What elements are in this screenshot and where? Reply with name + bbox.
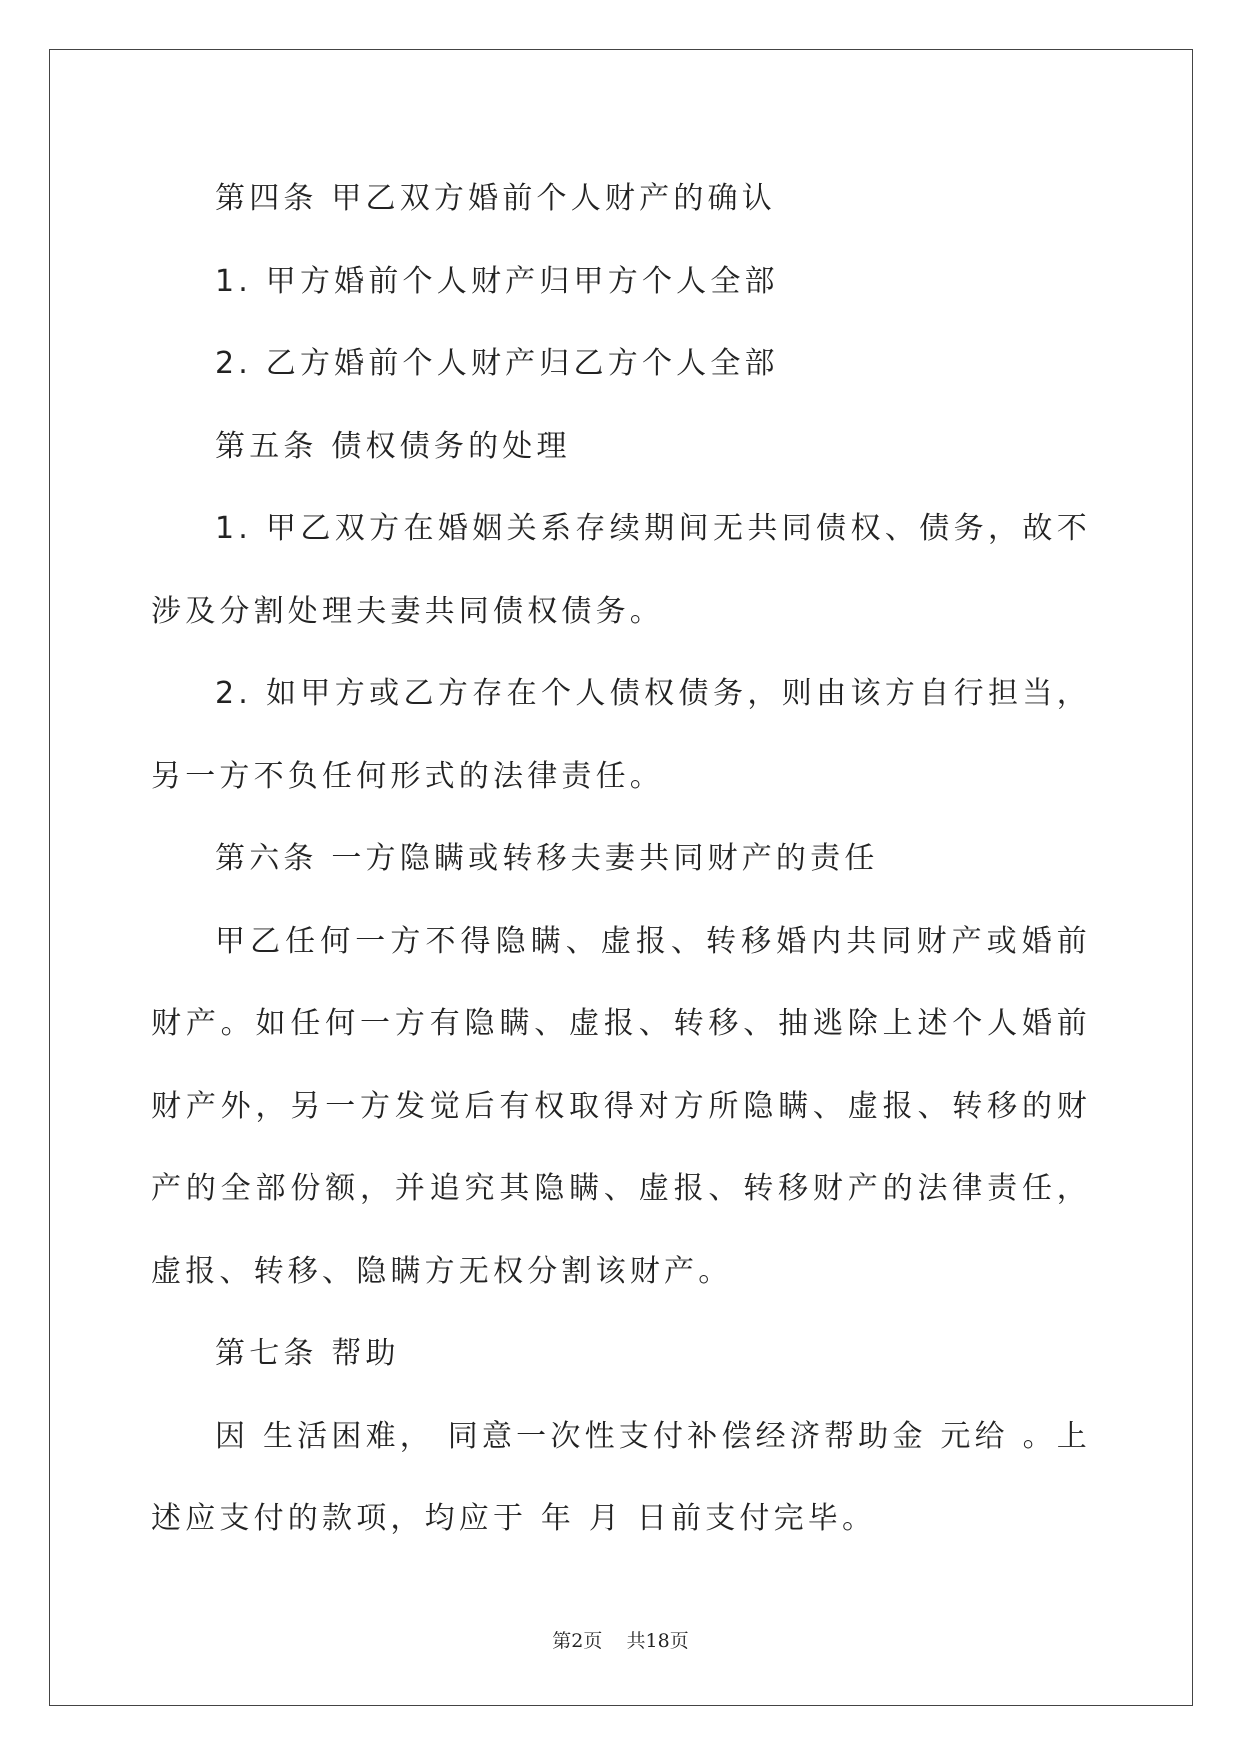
- article-5-item-2: 2. 如甲方或乙方存在个人债权债务，则由该方自行担当，另一方不负任何形式的法律责任。: [151, 676, 1091, 794]
- page-footer: [0, 1626, 1241, 1653]
- article-4-item-1: 1. 甲方婚前个人财产归甲方个人全部: [215, 263, 779, 299]
- page-total: 共18页: [626, 1630, 689, 1652]
- article-7-body: 因 生活困难， 同意一次性支付补偿经济帮助金 元给 。上述应支付的款项，均应于 年 月 日前支付完毕。: [151, 1418, 1091, 1536]
- article-6-body: 甲乙任何一方不得隐瞒、虚报、转移婚内共同财产或婚前财产。如任何一方有隐瞒、虚报、转移、抽逃除上述个人婚前财产外，另一方发觉后有权取得对方所隐瞒、虚报、转移的财产的全部份额，并追究其隐瞒、虚报、转移财产的法律责任，虚报、转移、隐瞒方无权分割该财产。: [151, 923, 1091, 1289]
- article-4-item-2: 2. 乙方婚前个人财产归乙方个人全部: [215, 346, 779, 381]
- document-body: [151, 158, 1091, 1561]
- article-5-item-1: 1. 甲乙双方在婚姻关系存续期间无共同债权、债务，故不涉及分割处理夫妻共同债权债务。: [151, 511, 1091, 629]
- article-4-heading: 第四条 甲乙双方婚前个人财产的确认: [215, 181, 776, 216]
- page-number: 第2页: [552, 1630, 603, 1652]
- article-5-heading: 第五条 债权债务的处理: [215, 428, 571, 464]
- article-7-heading: 第七条 帮助: [215, 1336, 400, 1371]
- article-6-heading: 第六条 一方隐瞒或转移夫妻共同财产的责任: [215, 841, 879, 876]
